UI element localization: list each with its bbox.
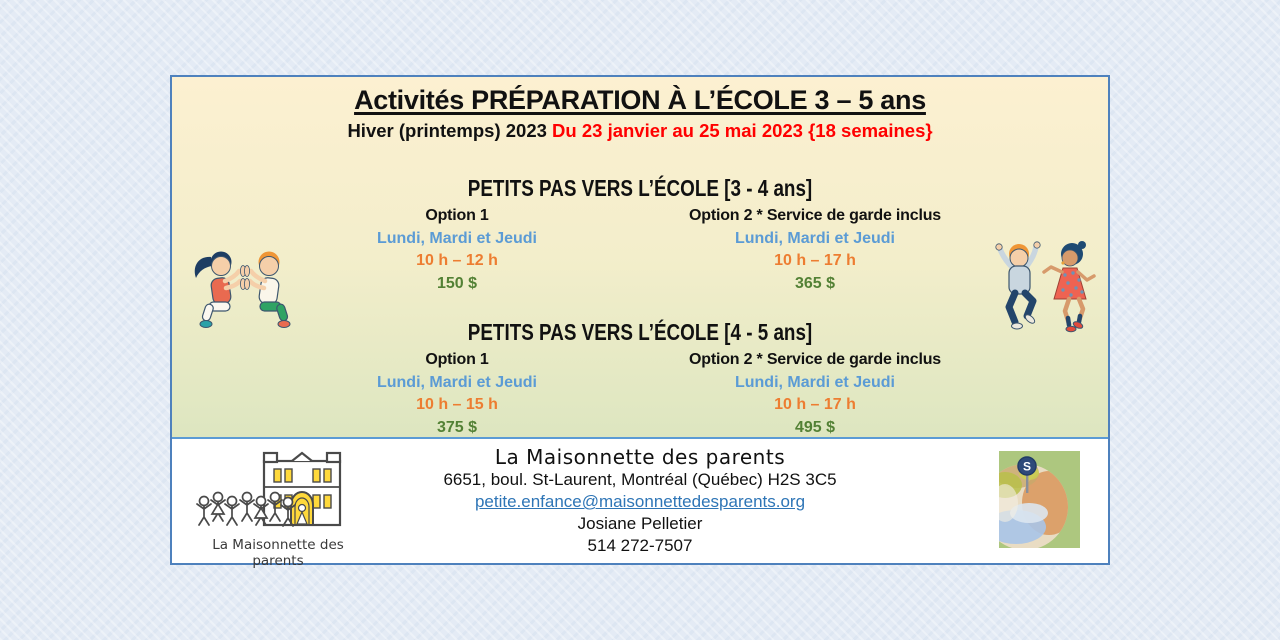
section-heading: PETITS PAS VERS L’ÉCOLE [3 - 4 ans]	[467, 175, 813, 201]
section-4-5-ans	[172, 320, 1108, 439]
organization-name: La Maisonnette des parents	[494, 445, 786, 469]
option-price: 365 $	[794, 274, 836, 292]
option-days: Lundi, Mardi et Jeudi	[734, 229, 895, 247]
section-heading: PETITS PAS VERS L’ÉCOLE [4 - 5 ans]	[467, 319, 813, 345]
option-label: Option 1	[425, 207, 489, 224]
children-dancing-illustration	[984, 237, 1102, 340]
date-range-label: Du 23 janvier au 25 mai 2023 {18 semaines}	[552, 120, 933, 141]
option-1-block	[287, 349, 627, 439]
option-price: 375 $	[436, 418, 478, 436]
section-3-4-ans	[172, 176, 1108, 295]
option-2-block	[645, 205, 985, 295]
children-pat-a-cake-illustration	[185, 247, 305, 331]
address-line: 6651, boul. St-Laurent, Montréal (Québec) H2S 3C5	[443, 470, 837, 489]
option-2-block	[645, 349, 985, 439]
flyer-subtitle	[172, 119, 1108, 143]
option-1-block	[287, 205, 627, 295]
option-time: 10 h – 17 h	[774, 252, 856, 269]
option-time: 10 h – 12 h	[416, 252, 498, 269]
option-price: 495 $	[794, 418, 836, 436]
option-label: Option 1	[425, 351, 489, 368]
maisonnette-building-icon	[194, 445, 362, 531]
logo-caption: La Maisonnette des parents	[212, 537, 344, 569]
option-days: Lundi, Mardi et Jeudi	[734, 373, 895, 391]
contact-person: Josiane Pelletier	[577, 514, 703, 533]
organization-logo	[192, 445, 364, 569]
page-title: Activités PRÉPARATION À L’ÉCOLE 3 – 5 ans	[354, 85, 926, 115]
flyer-card	[170, 75, 1110, 569]
phone-number: 514 272-7507	[587, 536, 693, 555]
option-days: Lundi, Mardi et Jeudi	[376, 229, 537, 247]
option-label: Option 2 * Service de garde inclus	[689, 351, 941, 368]
option-time: 10 h – 15 h	[416, 396, 498, 413]
option-days: Lundi, Mardi et Jeudi	[376, 373, 537, 391]
season-label: Hiver (printemps) 2023	[347, 120, 547, 141]
globe-sign-letter: S	[1022, 459, 1032, 474]
option-label: Option 2 * Service de garde inclus	[689, 207, 941, 224]
flyer-body	[172, 77, 1108, 439]
email-link[interactable]: petite.enfance@maisonnettedesparents.org	[474, 492, 806, 511]
flyer-footer	[172, 439, 1108, 569]
option-time: 10 h – 17 h	[774, 396, 856, 413]
option-price: 150 $	[436, 274, 478, 292]
watercolor-globe-icon	[999, 451, 1080, 548]
